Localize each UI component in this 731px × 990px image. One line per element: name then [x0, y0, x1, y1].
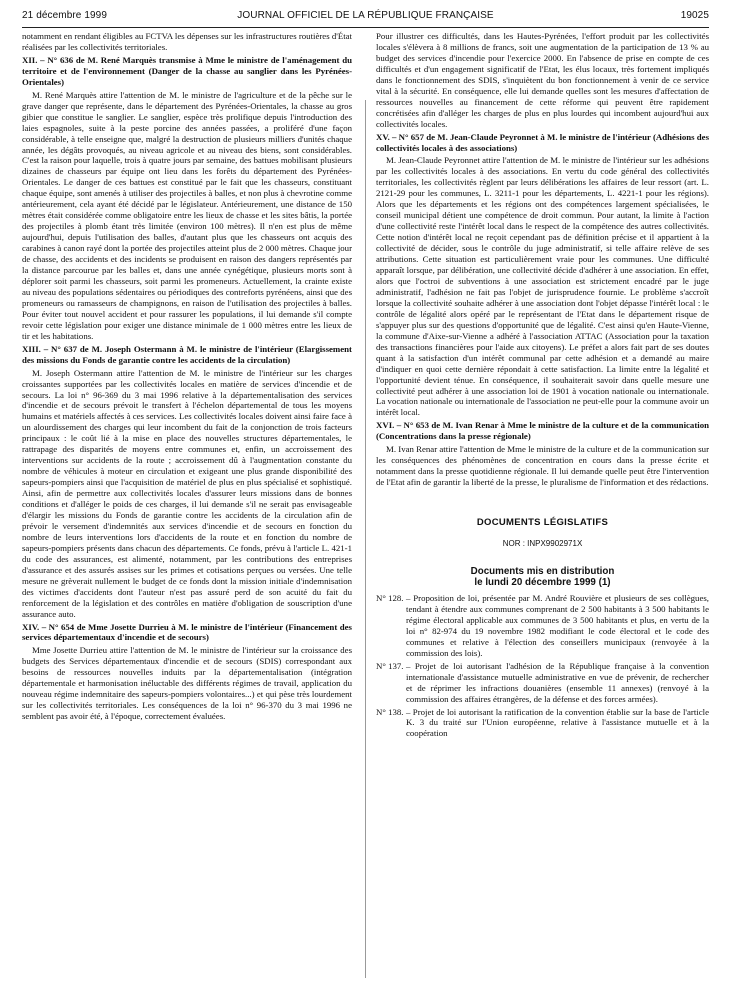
question-xiii-title: XIII. – N° 637 de M. Joseph Ostermann à M. le ministre de l'intérieur (Elargissement des missions du Fonds de garantie contre les accidents de la circulation) [22, 343, 352, 365]
document-text: – Projet de loi autorisant la ratification de la convention établie sur la base de l'article K. 3 du traité sur l'Union européenne, relative à l'assistance mutuelle et à la coopération [406, 706, 709, 739]
document-number: N° 137. [376, 660, 404, 671]
document-number: N° 128. [376, 592, 404, 603]
documents-heading-line2: le lundi 20 décembre 1999 (1) [474, 576, 611, 588]
left-column [22, 31, 352, 722]
section-title: DOCUMENTS LÉGISLATIFS [476, 517, 609, 529]
document-item [376, 707, 709, 740]
question-xii-body: M. René Marquès attire l'attention de M. le ministre de l'agriculture et de la pêche sur le grave danger que représente, dans le département des Pyrénées-Orientales, la chasse au gros gibier que constitue le sanglier. Le sanglier, espèce très prolifique depuis l'introduction des laies espagnoles, suite à la peste porcine des années passées, a proliféré d'une façon considérable, à telle enseigne que, malgré la destruction de plusieurs milliers d'unités chaque année, les dégâts provoqués, au niveau agricole et au niveau des biens, sont considérables. C'est la raison pour laquelle, trois à quatre jours par semaine, des battues mobilisant plusieurs dizaines de chasseurs par équipe ont lieu dans les forêts du département des Pyrénées-Orientales. Le danger de ces battues est constitué par le fait que les chasseurs, constituant chaque équipe, sont amenés à utiliser des projectiles à balles, et non plus à chevrotine comme antérieurement, cela ayant été décidé par le législateur. Antérieurement, une distance de 150 mètres était considérée comme obligatoire entre les lieux de chasse et les sites bâtis, la portée des projectiles à plomb étant très limitée (environ 100 mètres). Il n'en est plus de même aujourd'hui, depuis l'utilisation des balles, d'autant plus que les chasseurs ont acquis des carabines à canon rayé dont la portée des projectiles atteint plus de 2 000 mètres. Chaque jour de chasse, des accidents et des incidents se produisent en raison des dangers représentés par la distance parcourue par les balles et, dans une année cynégétique, plusieurs morts sont à déplorer soit parmi les chasseurs, soit parmi les promeneurs. Actuellement, la crainte existe au niveau des populations sédentaires ou périodiques des contreforts pyrénéens, ainsi que des promeneurs ou ramasseurs de champignons, en raison de l'utilisation des projectiles à balles. Pour éviter tout nouvel accident et pour rassurer les populations, il lui demande s'il compte revoir cette législation pour exiger une distance minimale de 1 000 mètres entre les lieux de tir et les habitations. [22, 89, 353, 341]
header-rule [22, 27, 709, 28]
document-text: – Projet de loi autorisant l'adhésion de la République française à la convention internationale d'assistance mutuelle administrative en vue de prévenir, de rechercher et de réprimer les infractions douanières (ensemble 11 annexes) (renvoyé à la commission des affaires étrangères, de la défense et des forces armées). [406, 660, 709, 704]
question-xiii-body: M. Joseph Ostermann attire l'attention de M. le ministre de l'intérieur sur les charges croissantes supportées par les collectivités locales en matière de services d'incendie et de secours. La loi n° 96-369 du 3 mai 1996 relative à la départementalisation des services d'incendie et de secours prévoit le transfert à l'échelon départemental de tous les moyens humains et matériels affectés à ces services. Les collectivités locales doivent ainsi faire face à un alourdissement des charges qui leur incombent du fait de la conjonction de trois facteurs principaux : le coût lié à la mise en place des nouvelles structures départementales, le rattrapage des disparités de moyens entre communes et, enfin, un accroissement des interventions sur accidents de la route ; accroissement dû à l'augmentation constante du nombre de véhicules à moteur en circulation et exigeant une plus grande disponibilité des sapeurs-pompiers ainsi que l'acquisition de matériel de plus en plus spécialisé et sophistiqué. Ainsi, afin de permettre aux collectivités locales d'assurer leurs missions dans de bonnes conditions et d'alléger le poids de ces charges, il lui demande s'il ne serait pas envisageable d'élargir les missions du Fonds de garantie contre les accidents de la circulation afin de prévoir le versement d'indemnités aux services d'incendie et de secours en fonction du nombre de leurs interventions lors d'accidents de la route et en fonction du nombre de sapeurs-pompiers présents dans chacun des départements. Ce fonds, prévu à l'article L. 421-1 du code des assurances, est alimenté, notamment, par les contributions des entreprises d'assurance et des assurés assises sur les primes et cotisations perçues ou versées. Une telle mesure ne grèverait nullement le budget de ce fonds dont la mission initiale d'indemnisation des victimes d'accidents dont l'auteur n'est pas assuré perd de son acuité du fait du renforcement de la législation et des contrôles en matière d'obligation de souscription d'une assurance auto. [22, 367, 352, 619]
question-xvi-body: M. Ivan Renar attire l'attention de Mme le ministre de la culture et de la communication sur les conséquences des phénomènes de concentration en cours dans la presse écrite et notamment dans la presse quotidienne régionale. Il lui demande quelle peut être l'intervention de l'Etat afin de garantir la liberté de la presse, le pluralisme de l'information et des rédactions. [376, 444, 709, 488]
left-intro-text: notamment en rendant éligibles au FCTVA les dépenses sur les infrastructures routières d'État réalisées par les collectivités territoriales. [22, 31, 352, 52]
documents-heading [376, 566, 709, 588]
page-header [22, 10, 709, 24]
question-xvi-title: XVI. – N° 653 de M. Ivan Renar à Mme le ministre de la culture et de la communication (Concentrations dans la presse régionale) [376, 420, 709, 442]
document-number: N° 138. [376, 706, 404, 717]
header-journal-title: JOURNAL OFFICIEL DE LA RÉPUBLIQUE FRANÇAISE [237, 10, 494, 21]
header-page-number: 19025 [680, 10, 709, 21]
right-column [376, 31, 709, 741]
column-separator [365, 100, 366, 978]
question-xii-title: XII. – N° 636 de M. René Marquès transmise à Mme le ministre de l'aménagement du territoire et de l'environnement (Danger de la chasse au sanglier dans les Pyrénées-Orientales) [22, 54, 352, 87]
documents-heading-line1: Documents mis en distribution [470, 565, 615, 577]
question-xv-title: XV. – N° 657 de M. Jean-Claude Peyronnet à M. le ministre de l'intérieur (Adhésions des collectivités locales à des associations) [376, 131, 709, 153]
nor-reference: NOR : INPX9902971X [502, 539, 583, 549]
question-xiv-body: Mme Josette Durrieu attire l'attention de M. le ministre de l'intérieur sur la croissance des budgets des Services départementaux d'incendie et de secours (SDIS) correspondant aux besoins de ressources nouvelles induits par la départementalisation (intégration départementale et harmonisation inéluctable des différents régimes de travail, application du nouveau régime indemnitaire des sapeurs-pompiers volontaires...) et qui pèse très lourdement sur les collectivités territoriales. Les conséquences de la loi n° 96-370 du 3 mai 1996 ne semblent pas avoir été, à l'époque, correctement évaluées. [22, 645, 352, 722]
document-text: – Proposition de loi, présentée par M. André Rouvière et plusieurs de ses collègues, tendant à étendre aux communes comprenant de 2 500 habitants à 3 500 habitants le régime électoral applicable aux communes de 3 500 habitants et plus, en vertu de la loi n° 82-974 du 19 novembre 1982 modifiant le code électoral et le code des communes et relative à l'élection des conseillers municipaux (renvoyée à la commission des lois). [406, 592, 709, 658]
question-xv-body: M. Jean-Claude Peyronnet attire l'attention de M. le ministre de l'intérieur sur les adhésions par les collectivités locales à des associations. En vertu du code général des collectivités territoriales, les collectivités règlent par leurs délibérations les affaires de leur ressort (art. L. 2121-29 pour les communes, L. 3211-1 pour les départements, L. 4221-1 pour les régions). Alors que les départements et les régions ont des compétences largement spécialisées, le conseil municipal détient une compétence de droit commun. Pour autant, la limite à l'action d'une collectivité reste l'intérêt local dans le respect de la compétence des autres collectivités. Cette notion d'intérêt local ne reçoit cependant pas de définition précise et il appartient à la collectivité de décider, sous le contrôle du juge administratif, si telle affaire relève de ses attributions. Cette situation est particulièrement vraie pour les communes. Une difficulté apparaît lorsque, par délibération, une collectivité décide d'adhérer à une association. En effet, alors que l'octroi de subventions à une association est strictement encadré par le juge administratif, l'adhésion ne fait pas l'objet de jurisprudence fournie. Le problème s'accroît lorsque la collectivité souhaite adhérer à une association dont l'objet dépasse l'intérêt local : le contrôle de légalité alors opéré par le représentant de l'Etat dans le département risque de s'appuyer plus sur des questions d'opportunité que de légalité. C'est ainsi qu'en Haute-Vienne, la commune d'Aixe-sur-Vienne a adhéré à l'association ATTAC (Association pour la taxation des transactions financières pour l'aide aux citoyens). Le préfet a alors fait part de ses doutes quant à la satisfaction d'un intérêt communal par cette adhésion et a demandé au maire d'indiquer en quoi cette dernière répondait à cette satisfaction. La limite entre la légalité et l'opportunité devient ténue. En conséquence, il souhaiterait savoir dans quelle mesure une collectivité peut adhérer à une association loi de 1901 à vocation nationale ou internationale. La vocation nationale ou internationale de l'association ne peut-elle pour la commune avoir un intérêt local. [376, 155, 709, 418]
header-date: 21 décembre 1999 [22, 10, 107, 21]
document-item [376, 661, 709, 705]
question-xiv-title: XIV. – N° 654 de Mme Josette Durrieu à M. le ministre de l'intérieur (Financement des services départementaux d'incendie et de secours) [22, 621, 352, 643]
document-item [376, 593, 709, 659]
right-continuation-text: Pour illustrer ces difficultés, dans les Hautes-Pyrénées, l'effort produit par les collectivités locales s'élèvera à 8 millions de francs, soit une augmentation de la participation de 13 % au budget des services d'incendie pour l'exercice 2000. En l'absence de prise en compte de ces difficultés et d'un engagement significatif de l'Etat, les élus locaux, très fortement impliqués dans le fonctionnement des SDIS, s'inquiètent du bon fonctionnement à venir de ce service vital à la sécurité. En conséquence, elle lui demande quelles sont les mesures d'affectation de ressources nouvelles au financement de cette réforme qui peuvent être rapidement concrétisées afin d'alléger les charges de plus en plus lourdes qui incombent aujourd'hui aux collectivités locales. [376, 31, 709, 129]
